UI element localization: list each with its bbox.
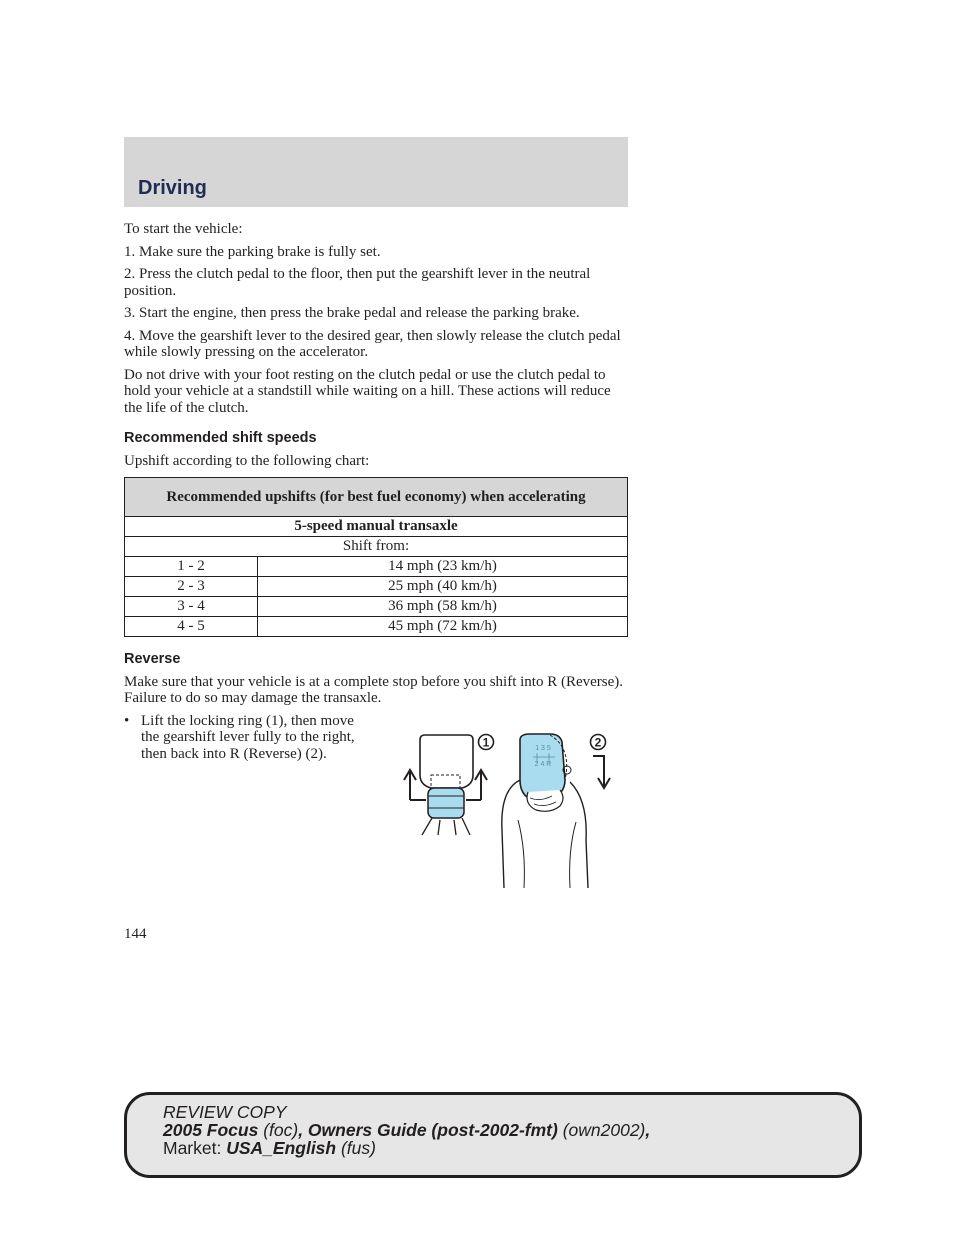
table-subtitle: 5-speed manual transaxle [125,517,628,537]
shift-speed-table [124,477,628,637]
boot-lines [422,818,470,835]
shift-speeds-heading: Recommended shift speeds [124,430,317,446]
intro-paragraph: To start the vehicle: [124,221,243,237]
table-cell-speed: 14 mph (23 km/h) [258,557,628,577]
bullet-text-block [124,713,364,763]
footer-guide: , Owners Guide (post-2002-fmt) [298,1120,558,1140]
knob-pattern-top: 1 3 5 [535,745,551,752]
reverse-shift-diagram [502,734,610,888]
callout-1-label: 1 [482,735,490,750]
section-header-band [124,137,628,207]
knob-pattern-bottom: 2 4 R [534,761,552,768]
section-title: Driving [138,177,207,199]
table-cell-gear: 2 - 3 [125,577,258,597]
footer-model-code: (foc) [258,1120,299,1140]
shift-speeds-intro: Upshift according to the following chart: [124,452,370,469]
callout-2-label: 2 [594,735,602,750]
table-subheader-row [125,517,628,537]
table-cell-speed: 36 mph (58 km/h) [258,597,628,617]
gearshift-illustration [400,730,615,895]
page-number: 144 [124,926,147,942]
bullet-marker: • [124,712,130,729]
bullet-body: Lift the locking ring (1), then move the gearshift lever fully to the right, then back into R (Reverse) (2). [141,712,355,762]
table-row [125,597,628,617]
footer-market-line [163,1139,650,1157]
footer-market-code: (fus) [336,1138,376,1158]
table-row [125,617,628,637]
table-cell-gear: 4 - 5 [125,617,258,637]
footer-comma: , [645,1120,651,1140]
table-header-row [125,478,628,517]
push-down-arrow-icon [593,756,610,788]
footer-review-copy: REVIEW COPY [163,1102,287,1122]
locking-ring-diagram [404,735,494,836]
step-4: 4. Move the gearshift lever to the desired gear, then slowly release the clutch pedal while slowly pressing on the accelerator. [124,327,621,360]
locking-ring-shape [428,788,464,818]
hand-fingers [527,790,563,811]
footer-model: 2005 Focus [163,1120,259,1140]
table-cell-speed: 25 mph (40 km/h) [258,577,628,597]
clutch-warning-paragraph: Do not drive with your foot resting on the clutch pedal or use the clutch pedal to hold your vehicle at a standstill while waiting on a hill. These actions will reduce the life of the clutch. [124,366,611,416]
footer-market-label: Market: [163,1138,227,1158]
review-copy-footer [124,1092,862,1178]
table-shift-from-label: Shift from: [125,537,628,557]
footer-doc-line [163,1121,650,1139]
step-2: 2. Press the clutch pedal to the floor, then put the gearshift lever in the neutral position. [124,266,591,299]
step-3: 3. Start the engine, then press the brake pedal and release the parking brake. [124,305,580,321]
table-title: Recommended upshifts (for best fuel economy) when accelerating [125,478,628,517]
reverse-paragraph: Make sure that your vehicle is at a complete stop before you shift into R (Reverse). Failure to do so may damage the transaxle. [124,673,624,706]
knob-left-shape [420,735,473,788]
table-row [125,557,628,577]
table-cell-gear: 3 - 4 [125,597,258,617]
footer-guide-code: (own2002) [557,1120,646,1140]
footer-text [163,1103,650,1157]
table-shift-from-row [125,537,628,557]
table-row [125,577,628,597]
footer-market: USA_English [226,1138,337,1158]
reverse-heading: Reverse [124,651,181,667]
page-content [124,221,628,762]
lift-arrow-left-icon [404,770,416,800]
lift-arrow-right-icon [475,770,487,800]
table-cell-gear: 1 - 2 [125,557,258,577]
table-cell-speed: 45 mph (72 km/h) [258,617,628,637]
step-1: 1. Make sure the parking brake is fully set. [124,243,381,260]
